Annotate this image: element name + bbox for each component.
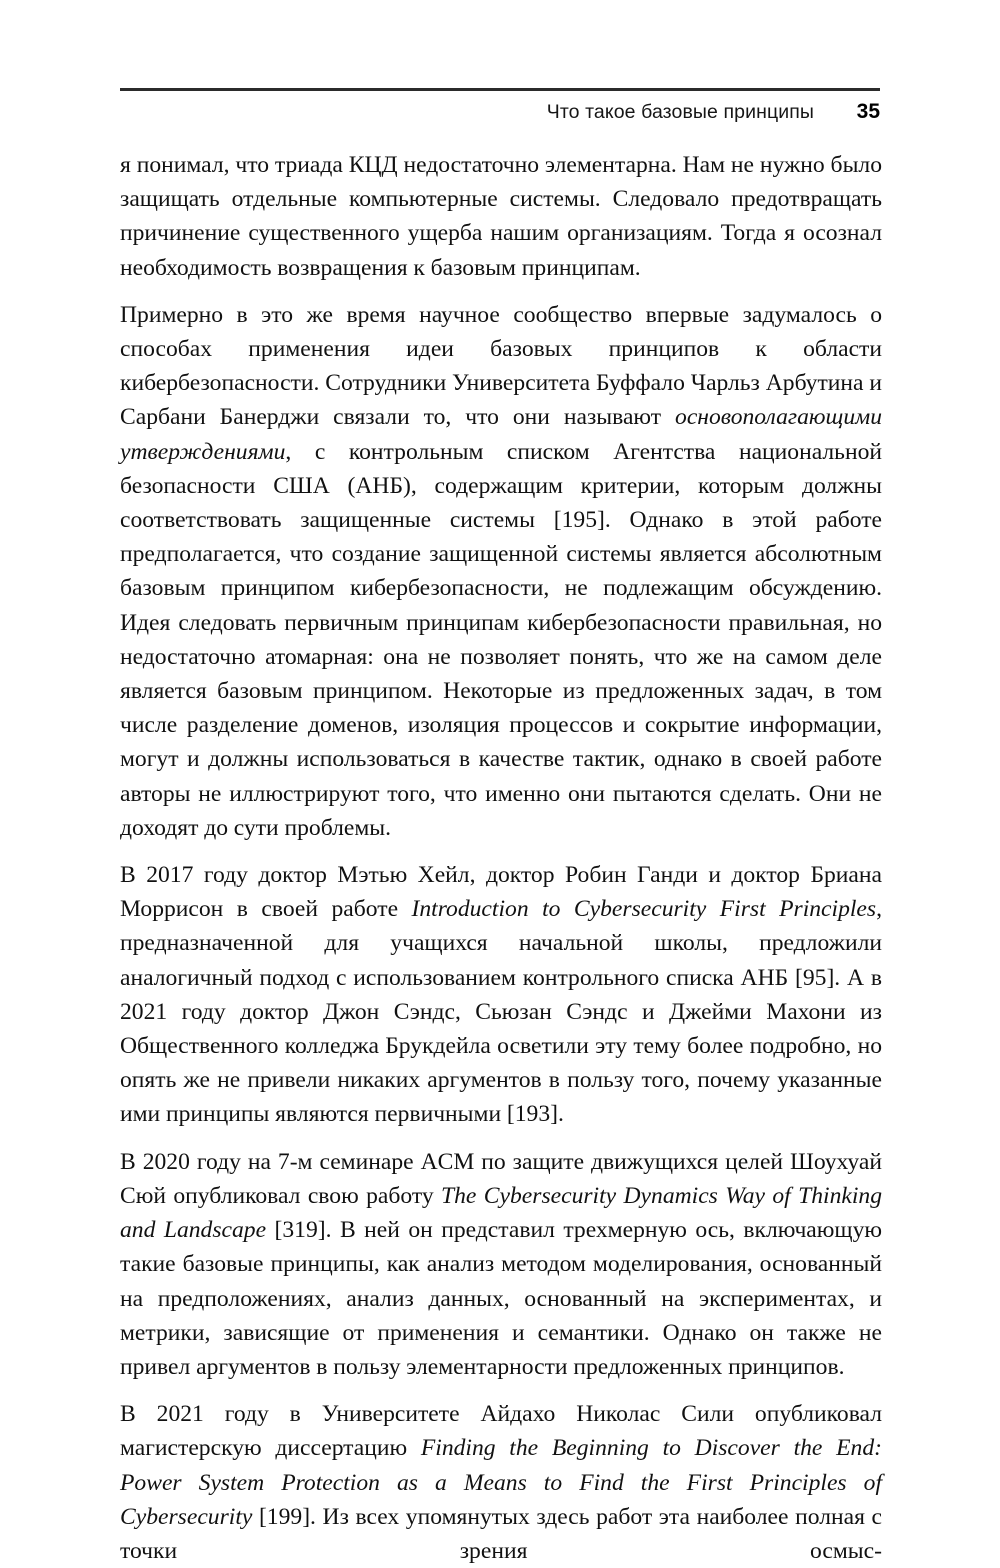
running-head-title: Что такое базовые принципы <box>546 100 814 123</box>
page-number: 35 <box>856 99 880 123</box>
body-paragraph <box>120 1397 882 1568</box>
running-head <box>120 88 880 124</box>
header-rule <box>120 88 880 91</box>
italic-title: Introduction to Cybersecurity First Principles <box>411 896 877 923</box>
text-run: В 2020 году на 7-м семинаре ACM по защите движущихся целей Шоухуай Сюй опубликовал свою работу <box>120 1148 882 1209</box>
body-text-block <box>120 148 882 1568</box>
italic-title: основополагающими утверждениями <box>120 404 882 465</box>
text-run: , с контрольным списком Агентства национальной безопасности США (АНБ), содержащим критерии, которым должны соответствовать защищенные системы [195]. Однако в этой работе предполагается, что создание защищенной системы является абсолютным базовым принципом кибербезопасности, не подлежащим обсуждению. Идея следовать первичным принципам кибербезопасности правильная, но недостаточно атомарная: она не позволяет понять, что же на самом деле является базовым принципом. Некоторые из предложенных задач, в том числе разделение доменов, изоляция процессов и сокрытие информации, могут и должны использоваться в качестве тактик, однако в своей работе авторы не иллюстрируют того, что именно они пытаются сделать. Они не доходят до сути проблемы. <box>120 438 882 841</box>
body-paragraph <box>120 1145 882 1384</box>
body-paragraph <box>120 858 882 1132</box>
italic-title: The Cybersecurity Dynamics Way of Thinking and Landscape <box>120 1182 882 1244</box>
italic-title: Finding the Beginning to Discover the End: Power System Protection as a Means to Find the First Principles of Cybersecurity <box>120 1435 882 1530</box>
text-run: В 2021 году в Университете Айдахо Николас Сили опубликовал магистерскую диссертацию <box>120 1401 882 1462</box>
text-run: , предназначенной для учащихся начальной школы, предложили аналогичный подход с использованием контрольного списка АНБ [95]. А в 2021 году доктор Джон Сэндс, Сьюзан Сэндс и Джейми Махони из Общественного колледжа Брукдейла осветили эту тему более подробно, но опять же не привели никаких аргументов в пользу того, почему указанные ими принципы являются первичными [193]. <box>120 896 882 1128</box>
text-run: Примерно в это же время научное сообщество впервые задумалось о способах применения идеи базовых принципов к области кибербезопасности. Сотрудники Университета Буффало Чарльз Арбутина и Сарбани Банерджи связали то, что они называют <box>120 301 882 431</box>
text-run: В 2017 году доктор Мэтью Хейл, доктор Робин Ганди и доктор Бриана Моррисон в своей работе <box>120 862 882 923</box>
text-run: [319]. В ней он представил трехмерную ось, включающую такие базовые принципы, как анализ методом моделирования, основанный на предположениях, анализ данных, основанный на экспериментах, и метрики, зависящие от применения и семантики. Однако он также не привел аргументов в пользу элементарности предложенных принципов. <box>120 1217 882 1380</box>
body-paragraph <box>120 298 882 845</box>
body-paragraph <box>120 148 882 285</box>
text-run: я понимал, что триада КЦД недостаточно элементарна. Нам не нужно было защищать отдельные компьютерные системы. Следовало предотвращать причинение существенного ущерба нашим организациям. Тогда я осознал необходимость возвращения к базовым принципам. <box>120 152 882 281</box>
header-line <box>120 100 880 124</box>
text-run: [199]. Из всех упомянутых здесь работ эта наиболее полная с точки зрения осмыс- <box>120 1503 882 1564</box>
